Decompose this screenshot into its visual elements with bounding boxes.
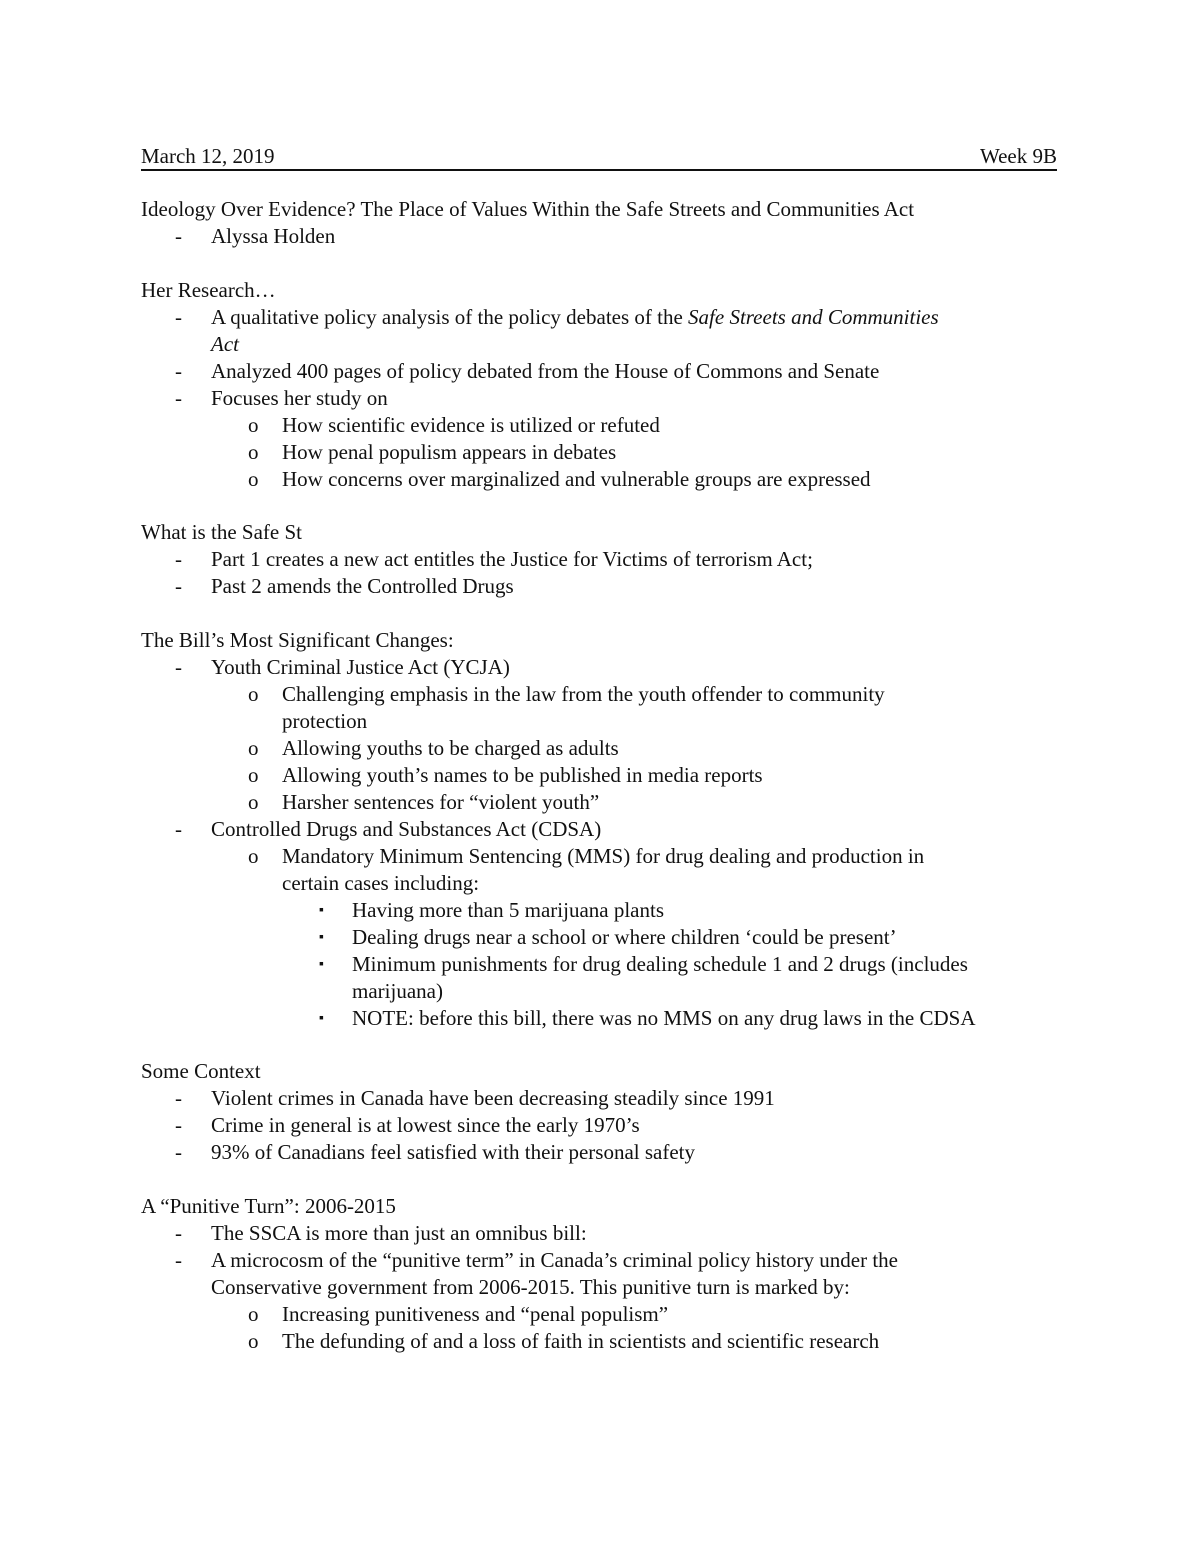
dash-marker: - bbox=[175, 547, 182, 572]
circle-marker: o bbox=[248, 789, 259, 814]
section-heading bbox=[141, 1193, 1071, 1220]
bullet-item-text: marijuana) bbox=[352, 978, 443, 1003]
list-item-text: Controlled Drugs and Substances Act (CDSA) bbox=[211, 816, 602, 841]
sub-list-item-text: How concerns over marginalized and vulnerable groups are expressed bbox=[282, 466, 871, 491]
sub-list-item-text: Allowing youths to be charged as adults bbox=[282, 735, 619, 760]
dash-marker: - bbox=[175, 1086, 182, 1111]
sub-list-item bbox=[141, 789, 1071, 816]
sub-list-item-text: How penal populism appears in debates bbox=[282, 439, 617, 464]
list-item-text: Conservative government from 2006-2015. This punitive turn is marked by: bbox=[211, 1274, 850, 1299]
dash-marker: - bbox=[175, 358, 182, 383]
bullet-item bbox=[141, 1005, 1071, 1032]
act-title-italic-cont: Act bbox=[211, 331, 239, 356]
list-item-continuation bbox=[141, 1274, 1071, 1301]
bullet-item-continuation bbox=[141, 978, 1071, 1005]
bullet-item-text: Having more than 5 marijuana plants bbox=[352, 897, 664, 922]
list-item-text bbox=[211, 331, 239, 358]
section-heading bbox=[141, 627, 1071, 654]
list-item bbox=[141, 358, 1071, 385]
circle-marker: o bbox=[248, 1301, 259, 1326]
list-item-text: 93% of Canadians feel satisfied with their personal safety bbox=[211, 1140, 696, 1165]
list-item bbox=[141, 1220, 1071, 1247]
sub-list-item-text: Challenging emphasis in the law from the youth offender to community bbox=[282, 681, 885, 706]
changes-heading: The Bill’s Most Significant Changes: bbox=[141, 627, 454, 652]
research-item1-prefix: A qualitative policy analysis of the policy debates of the bbox=[211, 304, 689, 329]
dash-marker: - bbox=[175, 654, 182, 679]
sub-list-item bbox=[141, 735, 1071, 762]
list-item-text: Violent crimes in Canada have been decreasing steadily since 1991 bbox=[211, 1086, 775, 1111]
list-item bbox=[141, 223, 1071, 250]
circle-marker: o bbox=[248, 439, 259, 464]
author-name: Alyssa Holden bbox=[211, 224, 336, 248]
list-item-text bbox=[211, 304, 939, 331]
sub-list-item bbox=[141, 412, 1071, 439]
punitive-heading: A “Punitive Turn”: 2006-2015 bbox=[141, 1193, 396, 1218]
bullet-item-text: NOTE: before this bill, there was no MMS on any drug laws in the CDSA bbox=[352, 1005, 976, 1030]
square-bullet-icon: ▪ bbox=[319, 929, 324, 945]
list-item bbox=[141, 1112, 1071, 1139]
sub-list-item-text: Allowing youth’s names to be published in media reports bbox=[282, 762, 763, 787]
section-heading bbox=[141, 1058, 1071, 1085]
list-item-text: Focuses her study on bbox=[211, 385, 388, 410]
bullet-item bbox=[141, 951, 1071, 978]
section-heading bbox=[141, 519, 1071, 546]
section-heading bbox=[141, 277, 1071, 304]
notes-body bbox=[141, 196, 1071, 1355]
page-header bbox=[141, 143, 1057, 171]
list-item bbox=[141, 816, 1071, 843]
header-week: Week 9B bbox=[979, 144, 1057, 168]
circle-marker: o bbox=[248, 466, 259, 491]
list-item bbox=[141, 1247, 1071, 1274]
sub-list-item bbox=[141, 1301, 1071, 1328]
square-bullet-icon: ▪ bbox=[319, 956, 324, 972]
circle-marker: o bbox=[248, 412, 259, 437]
sub-list-item bbox=[141, 1328, 1071, 1355]
list-item-text: Crime in general is at lowest since the early 1970’s bbox=[211, 1113, 640, 1138]
sub-list-item-text: Increasing punitiveness and “penal populism” bbox=[282, 1301, 669, 1326]
act-title-italic: Safe Streets and Communities bbox=[688, 304, 939, 329]
sub-list-item-continuation bbox=[141, 708, 1071, 735]
list-item bbox=[141, 1085, 1071, 1112]
header-date: March 12, 2019 bbox=[141, 144, 275, 168]
square-bullet-icon: ▪ bbox=[319, 1010, 324, 1026]
dash-marker: - bbox=[175, 1220, 182, 1245]
sub-list-item bbox=[141, 681, 1071, 708]
sub-list-item bbox=[141, 843, 1071, 870]
list-item bbox=[141, 304, 1071, 331]
dash-marker: - bbox=[175, 1247, 182, 1272]
sub-list-item-text: protection bbox=[282, 708, 368, 733]
sub-list-item-text: Mandatory Minimum Sentencing (MMS) for drug dealing and production in bbox=[282, 843, 925, 868]
list-item-text: A microcosm of the “punitive term” in Canada’s criminal policy history under the bbox=[211, 1247, 898, 1272]
list-item-text: The SSCA is more than just an omnibus bill: bbox=[211, 1220, 587, 1245]
list-item bbox=[141, 573, 1071, 600]
bullet-item bbox=[141, 897, 1071, 924]
research-heading: Her Research… bbox=[141, 277, 276, 302]
circle-marker: o bbox=[248, 681, 259, 706]
context-heading: Some Context bbox=[141, 1059, 261, 1084]
sub-list-item bbox=[141, 466, 1071, 493]
circle-marker: o bbox=[248, 843, 259, 868]
list-item bbox=[141, 1139, 1071, 1166]
sub-list-item bbox=[141, 762, 1071, 789]
dash-marker: - bbox=[175, 1140, 182, 1165]
square-bullet-icon: ▪ bbox=[319, 902, 324, 918]
list-item-text: Past 2 amends the Controlled Drugs bbox=[211, 574, 514, 599]
dash-marker: - bbox=[175, 574, 182, 599]
list-item-text: Analyzed 400 pages of policy debated from the House of Commons and Senate bbox=[211, 358, 880, 383]
list-item bbox=[141, 546, 1071, 573]
circle-marker: o bbox=[248, 762, 259, 787]
circle-marker: o bbox=[248, 735, 259, 760]
list-item-text: Youth Criminal Justice Act (YCJA) bbox=[211, 654, 510, 679]
bullet-item-text: Minimum punishments for drug dealing schedule 1 and 2 drugs (includes bbox=[352, 951, 968, 976]
sub-list-item-text: certain cases including: bbox=[282, 870, 480, 895]
list-item bbox=[141, 385, 1071, 412]
list-item bbox=[141, 654, 1071, 681]
dash-marker: - bbox=[175, 224, 182, 248]
circle-marker: o bbox=[248, 1328, 259, 1353]
sub-list-item-text: Harsher sentences for “violent youth” bbox=[282, 789, 600, 814]
bullet-item-text: Dealing drugs near a school or where children ‘could be present’ bbox=[352, 924, 897, 949]
dash-marker: - bbox=[175, 816, 182, 841]
sub-list-item-text: How scientific evidence is utilized or refuted bbox=[282, 412, 660, 437]
dash-marker: - bbox=[175, 1113, 182, 1138]
sub-list-item-continuation bbox=[141, 870, 1071, 897]
title-text: Ideology Over Evidence? The Place of Values Within the Safe Streets and Communities Act bbox=[141, 197, 915, 221]
list-item-continuation bbox=[141, 331, 1071, 358]
sub-list-item bbox=[141, 439, 1071, 466]
whatis-heading: What is the Safe St bbox=[141, 520, 302, 545]
dash-marker: - bbox=[175, 385, 182, 410]
sub-list-item-text: The defunding of and a loss of faith in scientists and scientific research bbox=[282, 1328, 880, 1353]
dash-marker: - bbox=[175, 304, 182, 329]
notes-title bbox=[141, 196, 1071, 223]
bullet-item bbox=[141, 924, 1071, 951]
list-item-text: Part 1 creates a new act entitles the Justice for Victims of terrorism Act; bbox=[211, 547, 813, 572]
